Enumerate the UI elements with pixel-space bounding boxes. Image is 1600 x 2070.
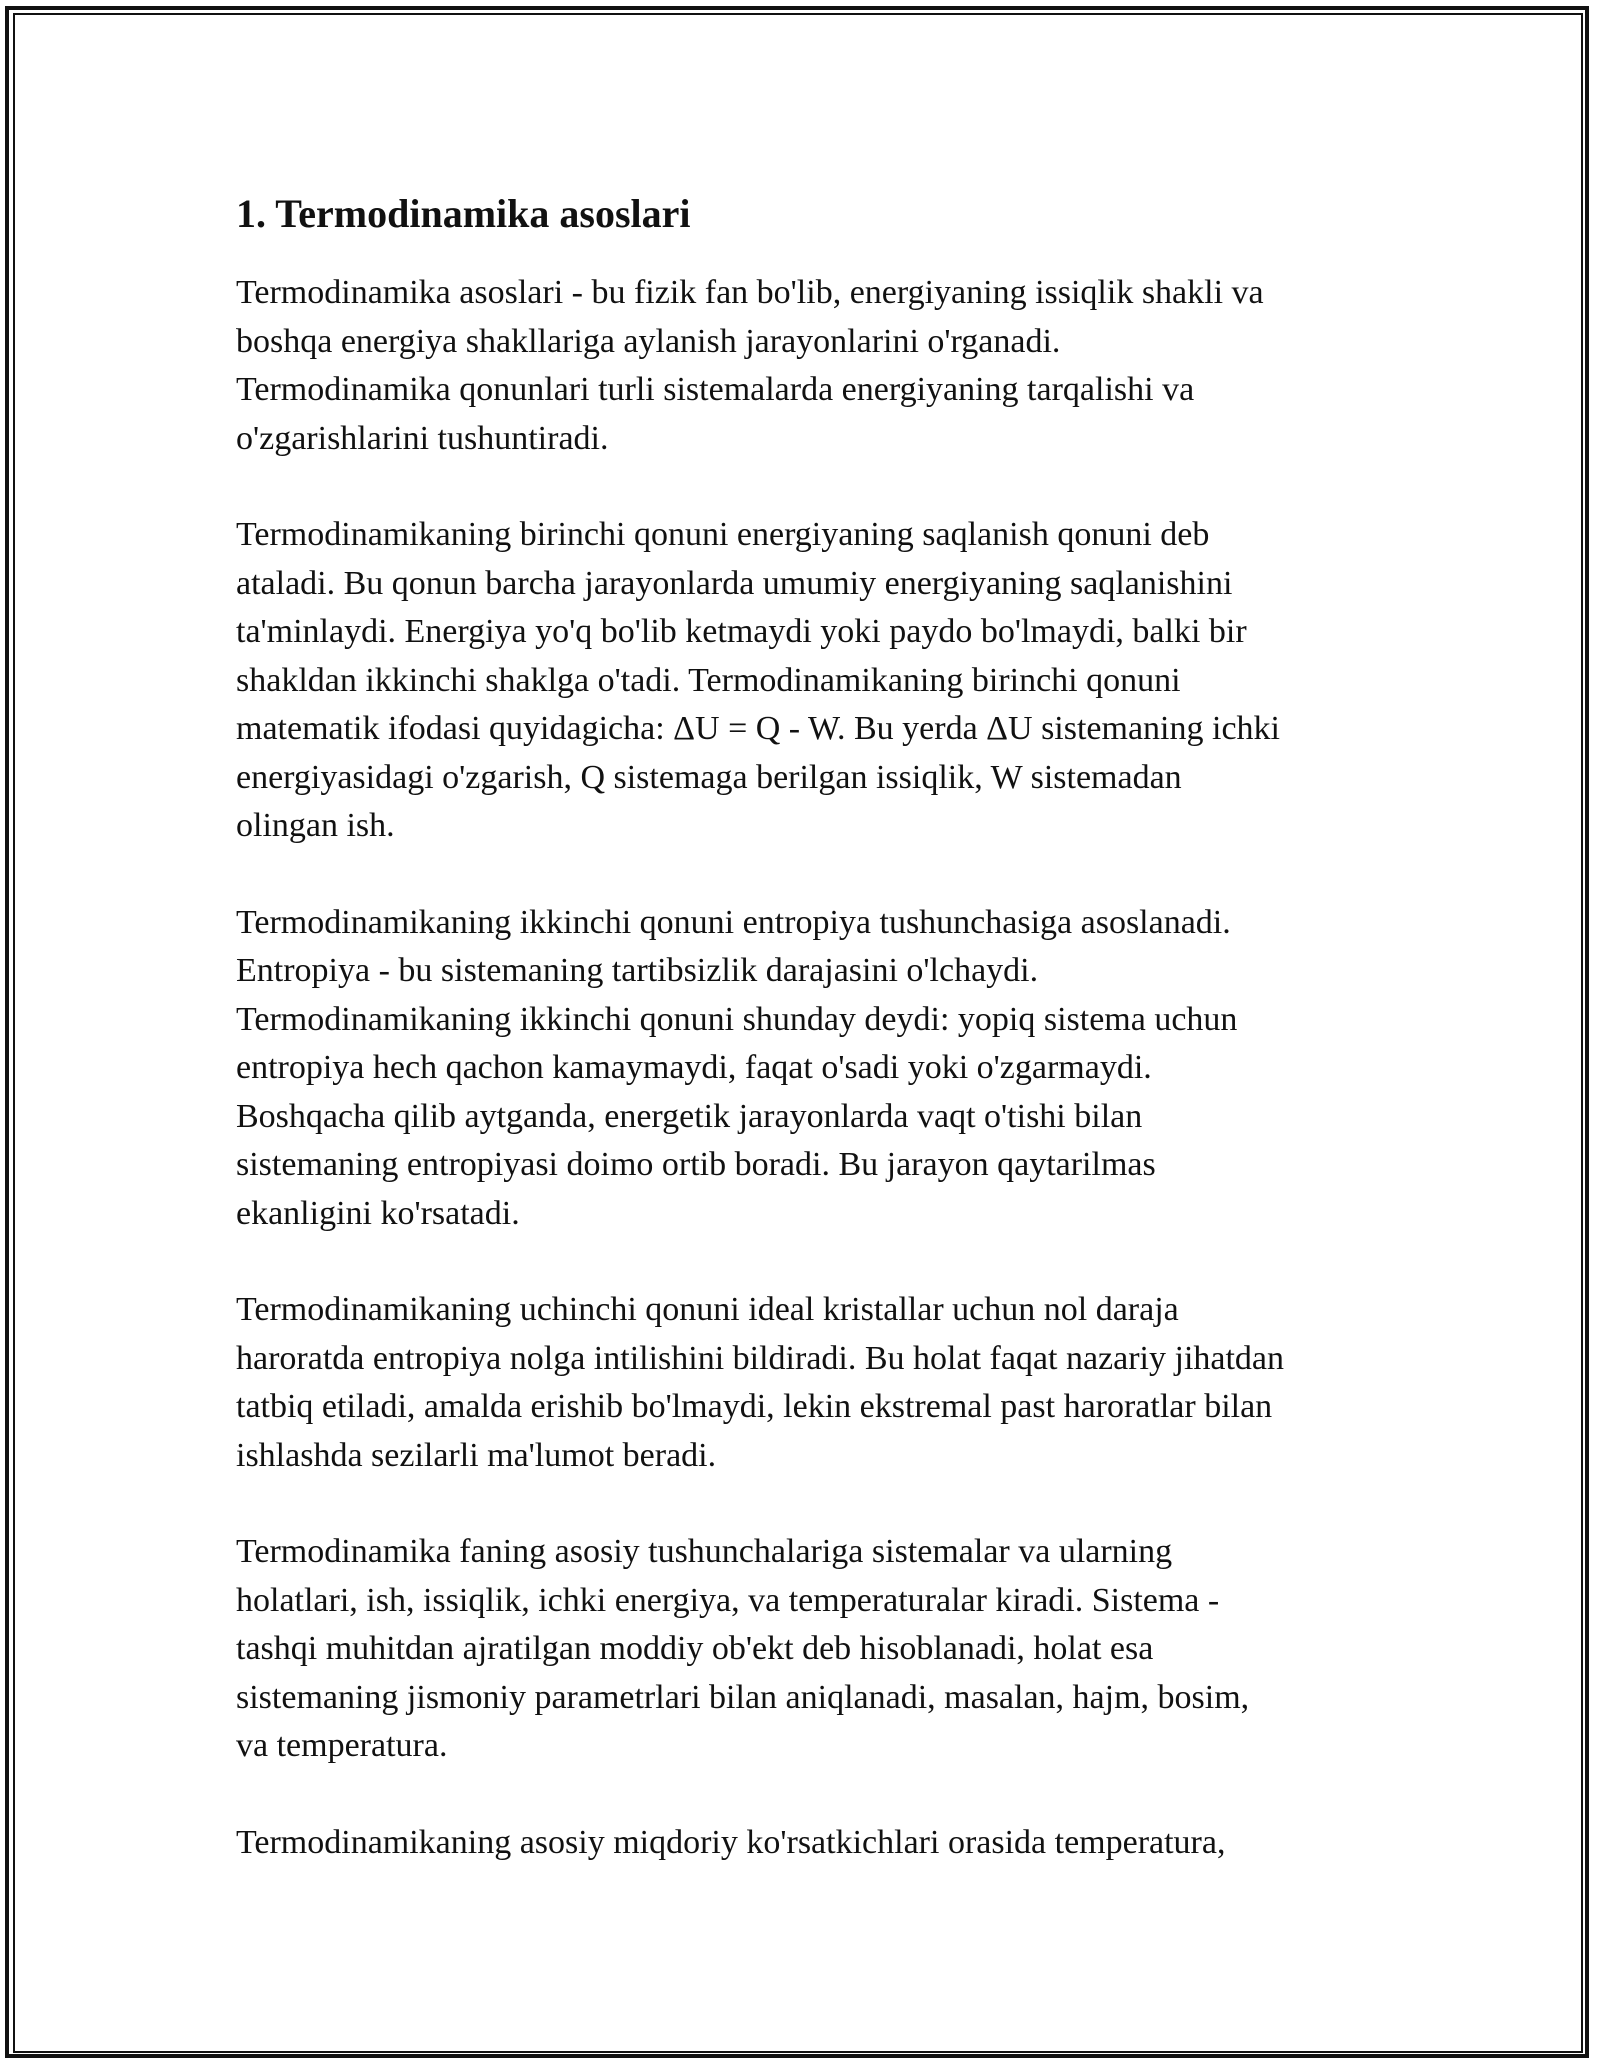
document-body bbox=[236, 186, 1376, 1915]
paragraph-third-law: Termodinamikaning uchinchi qonuni ideal kristallar uchun nol daraja haroratda entropiya nolga intilishini bildiradi. Bu holat faqat nazariy jihatdan tatbiq etiladi, amalda erishib bo'lmaydi, lekin ekstremal past haroratlar bilan ishlashda sezilarli ma'lumot beradi. bbox=[236, 1291, 1285, 1474]
paragraph-second-law: Termodinamikaning ikkinchi qonuni entropiya tushunchasiga asoslanadi. Entropiya - bu sistemaning tartibsizlik darajasini o'lchaydi. Termodinamikaning ikkinchi qonuni shunday deydi: yopiq sistema uchun entropiya hech qachon kamaymaydi, faqat o'sadi yoki o'zgarmaydi. Boshqacha qilib aytganda, energetik jarayonlarda vaqt o'tishi bilan sistemaning entropiyasi doimo ortib boradi. Bu jarayon qaytarilmas ekanligini ko'rsatadi. bbox=[236, 903, 1238, 1232]
paragraph-quantitative-indicators: Termodinamikaning asosiy miqdoriy ko'rsatkichlari orasida temperatura, bbox=[236, 1823, 1226, 1861]
paragraph-introduction: Termodinamika asoslari - bu fizik fan bo'lib, energiyaning issiqlik shakli va boshqa energiya shakllariga aylanish jarayonlarini o'rganadi. Termodinamika qonunlari turli sistemalarda energiyaning tarqalishi va o'zgarishlarini tushuntiradi. bbox=[236, 274, 1264, 457]
paragraph-first-law: Termodinamikaning birinchi qonuni energiyaning saqlanish qonuni deb ataladi. Bu qonun barcha jarayonlarda umumiy energiyaning saqlanishini ta'minlaydi. Energiya yo'q bo'lib ketmaydi yoki paydo bo'lmaydi, balki bir shakldan ikkinchi shaklga o'tadi. Termodinamikaning birinchi qonuni matematik ifodasi quyidagicha: ΔU = Q - W. Bu yerda ΔU sistemaning ichki energiyasidagi o'zgarish, Q sistemaga berilgan issiqlik, W sistemadan olingan ish. bbox=[236, 516, 1280, 844]
paragraph-basic-concepts: Termodinamika faning asosiy tushunchalariga sistemalar va ularning holatlari, ish, issiqlik, ichki energiya, va temperaturalar kiradi. Sistema - tashqi muhitdan ajratilgan moddiy ob'ekt deb hisoblanadi, holat esa sistemaning jismoniy parametrlari bilan aniqlanadi, masalan, hajm, bosim, va temperatura. bbox=[236, 1533, 1250, 1764]
section-heading: 1. Termodinamika asoslari bbox=[236, 191, 691, 236]
